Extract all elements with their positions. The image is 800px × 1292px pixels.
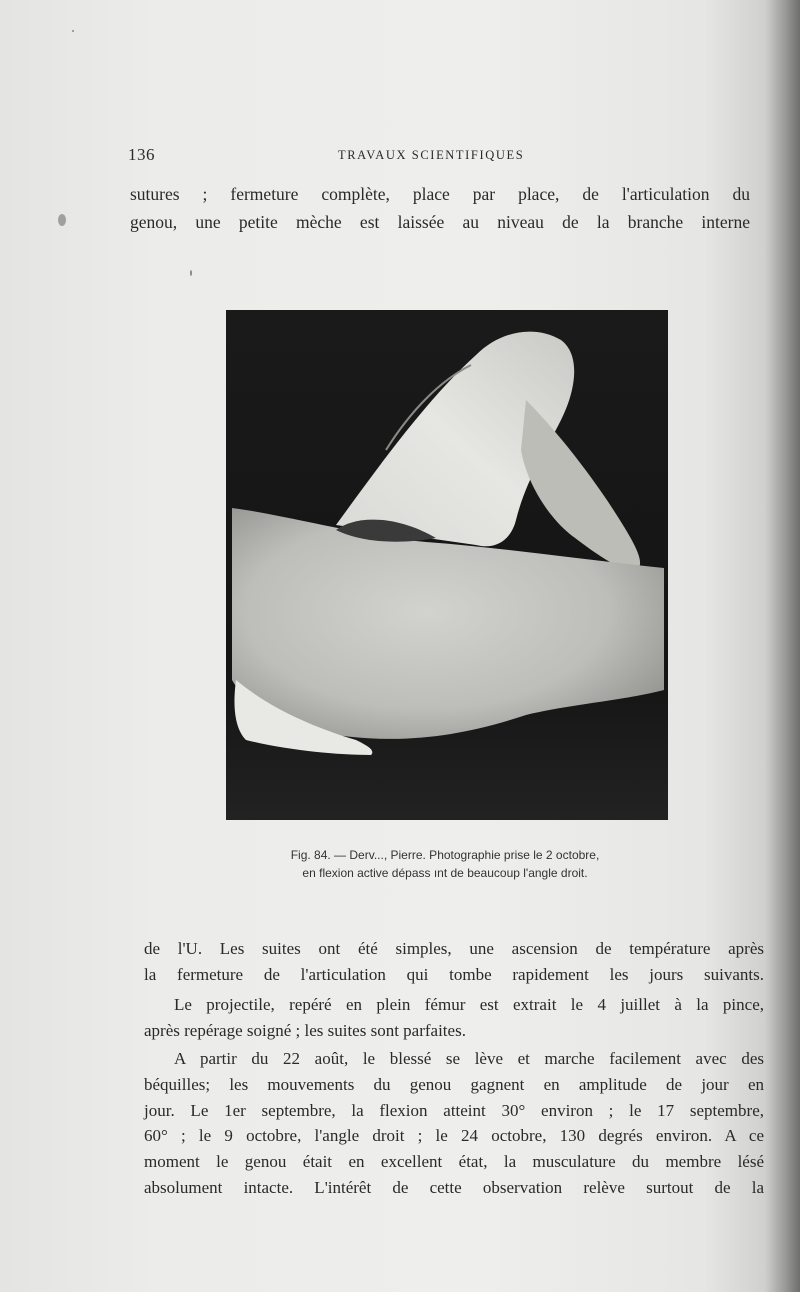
figure-caption (200, 846, 690, 882)
paper-speck (58, 214, 66, 226)
caption-line: Fig. 84. — Derv..., Pierre. Photographie prise le 2 octobre, (290, 848, 600, 862)
text-line: sutures ; fermeture complète, place par place, de l'articulation du (130, 184, 750, 204)
page-number: 136 (128, 145, 155, 164)
paper-speck (190, 270, 192, 276)
figure-photograph (226, 310, 668, 820)
text-line: genou, une petite mèche est laissée au niveau de la branche interne (130, 212, 750, 232)
text-line: 60° ; le 9 octobre, l'angle droit ; le 24 octobre, 130 degrés environ. A ce (144, 1126, 764, 1146)
text-line: béquilles; les mouvements du genou gagnent en amplitude de jour en (144, 1074, 764, 1094)
paragraph-3 (144, 1046, 764, 1201)
text-line: moment le genou était en excellent état, la musculature du membre lésé (144, 1152, 764, 1172)
text-line: de l'U. Les suites ont été simples, une ascension de température après (144, 939, 764, 958)
paragraph-2 (144, 992, 764, 1044)
paper-speck (72, 30, 74, 32)
running-head (128, 145, 748, 169)
paragraph-1 (144, 936, 764, 988)
book-spine-shadow (764, 0, 800, 1292)
text-line: jour. Le 1er septembre, la flexion atteint 30° environ ; le 17 septembre, (144, 1100, 764, 1120)
text-line: après repérage soigné ; les suites sont parfaites. (144, 1020, 466, 1040)
text-line: la fermeture de l'articulation qui tombe rapidement les jours suivants. (144, 964, 764, 984)
caption-line: en flexion active dépass ınt de beaucoup l'angle droit. (302, 866, 588, 880)
running-title: TRAVAUX SCIENTIFIQUES (338, 148, 525, 162)
text-line: absolument intacte. L'intérêt de cette observation relève surtout de la (144, 1177, 764, 1197)
text-line: A partir du 22 août, le blessé se lève et marche facilement avec des (174, 1049, 764, 1068)
text-line: Le projectile, repéré en plein fémur est extrait le 4 juillet à la pince, (174, 995, 764, 1014)
top-paragraph (130, 180, 750, 236)
